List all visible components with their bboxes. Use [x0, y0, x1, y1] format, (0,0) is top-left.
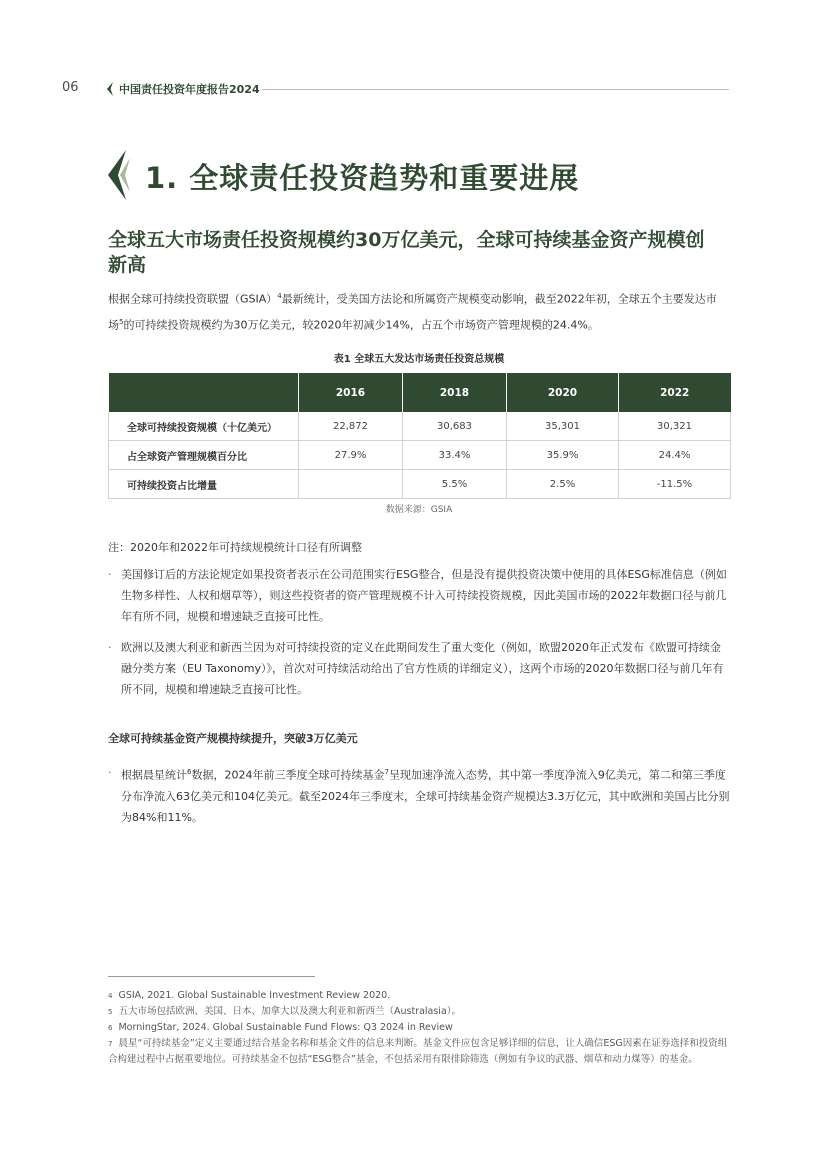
table-header-cell — [109, 373, 299, 412]
table-source: 数据来源：GSIA — [385, 505, 453, 515]
table-cell: 35,301 — [507, 412, 619, 441]
page-number: 06 — [62, 80, 79, 95]
row-label: 全球可持续投资规模（十亿美元） — [109, 412, 299, 441]
investment-table — [108, 373, 731, 499]
row-label: 占全球资产管理规模百分比 — [109, 441, 299, 470]
footnote: $^4$ GSIA, 2021. Global Sustainable Investment Review 2020. — [108, 990, 391, 1001]
section-title: 1. 全球责任投资趋势和重要进展 — [145, 161, 580, 195]
table-cell: 22,872 — [299, 412, 403, 441]
footnote: $^6$ MorningStar, 2024. Global Sustainable Fund Flows: Q3 2024 in Review — [108, 1022, 453, 1033]
table-cell: -11.5% — [619, 470, 731, 499]
table-header-cell: 2020 — [507, 373, 619, 412]
table-cell — [299, 470, 403, 499]
bullet-dot-icon: · — [108, 568, 112, 581]
table-cell: 30,321 — [619, 412, 731, 441]
table-header-row — [109, 373, 731, 412]
note: 注：2020年和2022年可持续规模统计口径有所调整 — [108, 541, 362, 554]
table-header-cell: 2022 — [619, 373, 731, 412]
bullet-item: · 美国修订后的方法论规定如果投资者表示在公司范围实行ESG整合，但是没有提供投资决策中使用的具体ESG标准信息（例如生物多样性、人权和烟草等），则这些投资者的资产管理规模不计入可持续投资规模，因此美国市场的2022年数据口径与前几年有所不同，规模和增速缺乏直接可比性。 — [108, 564, 730, 627]
bullet-item: · 根据晨星统计$^6$数据，2024年前三季度全球可持续基金$^7$呈现加速净流入态势，其中第一季度净流入9亿美元，第二和第三季度分布净流入63亿美元和104亿美元。截至2024年三季度末，全球可持续基金资产规模达3.3万亿元，其中欧洲和美国占比分别为84%和11%。 — [108, 762, 730, 828]
row-label: 可持续投资占比增量 — [109, 470, 299, 499]
table-cell: 30,683 — [403, 412, 507, 441]
table-row — [109, 470, 731, 499]
bullet-dot-icon: · — [108, 766, 112, 779]
chevron-left-icon — [106, 82, 114, 96]
footnote-divider — [108, 976, 315, 977]
table-cell: 33.4% — [403, 441, 507, 470]
table-header-cell: 2018 — [403, 373, 507, 412]
table-cell: 35.9% — [507, 441, 619, 470]
table-header-cell: 2016 — [299, 373, 403, 412]
report-title: 中国责任投资年度报告2024 — [119, 83, 260, 96]
table-row — [109, 441, 731, 470]
footnote: $^5$ 五大市场包括欧洲、美国、日本、加拿大以及澳大利亚和新西兰（Australasia）。 — [108, 1006, 462, 1017]
header-divider — [262, 89, 729, 90]
intro-paragraph: 根据全球可持续投资联盟（GSIA）$^4$最新统计，受美国方法论和所属资产规模变动影响，截至2022年初，全球五个主要发达市 场$^5$的可持续投资规模约为30万亿美元，较2020年初减少14%，占五个市场资产管理规模的24.4%。 — [108, 292, 717, 332]
subheading: 全球五大市场责任投资规模约30万亿美元，全球可持续基金资产规模创新高 — [108, 229, 705, 276]
table-cell: 5.5% — [403, 470, 507, 499]
table-row — [109, 412, 731, 441]
table-cell: 27.9% — [299, 441, 403, 470]
table-cell: 2.5% — [507, 470, 619, 499]
table-cell: 24.4% — [619, 441, 731, 470]
bullet-item: · 欧洲以及澳大利亚和新西兰因为对可持续投资的定义在此期间发生了重大变化（例如，欧盟2020年正式发布《欧盟可持续金融分类方案（EU Taxonomy）》，首次对可持续活动给出了官方性质的详细定义），这两个市场的2020年数据口径与前几年有所不同，规模和增速缺乏直接可比性。 — [108, 637, 730, 700]
section-chevron-icon — [108, 150, 130, 200]
footnote: $^7$ 晨星“可持续基金”定义主要通过结合基金名称和基金文件的信息来判断。基金文件应包含足够详细的信息，让人确信ESG因素在证券选择和投资组合构建过程中占据重要地位。可持续基金不包括“ESG整合”基金，不包括采用有限排除筛选（例如有争议的武器、烟草和动力煤等）的基金。 — [108, 1038, 728, 1065]
subheading-funds: 全球可持续基金资产规模持续提升，突破3万亿美元 — [108, 732, 358, 745]
table-caption: 表1 全球五大发达市场责任投资总规模 — [333, 354, 505, 365]
bullet-dot-icon: · — [108, 641, 112, 654]
